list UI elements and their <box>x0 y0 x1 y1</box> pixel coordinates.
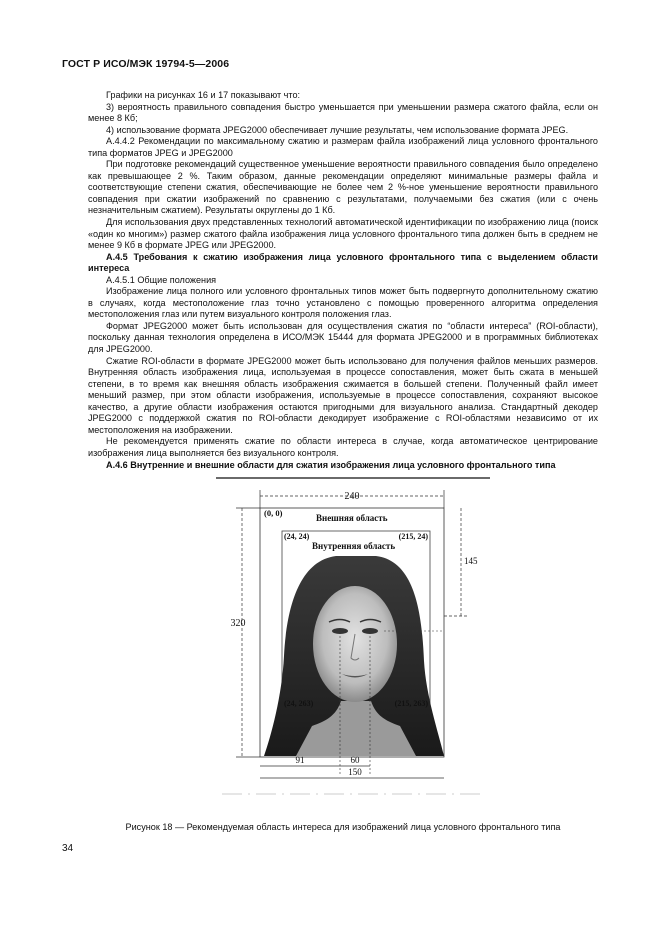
paragraph: 4) использование формата JPEG2000 обеспечивает лучшие результаты, чем использование формата JPEG. <box>106 124 569 135</box>
face-shape <box>313 586 397 702</box>
width-label: 240 <box>344 491 360 502</box>
inner-tl-label: (24, 24) <box>284 532 310 541</box>
figure-svg <box>216 476 490 796</box>
right-eye <box>362 628 378 634</box>
figure-heading: А.4.6 Внутренние и внешние области для сжатия изображения лица условного фронтального типа <box>106 459 556 470</box>
paragraph: Графики на рисунках 16 и 17 показывают что: <box>106 90 301 100</box>
paragraph: А.4.5.1 Общие положения <box>106 274 217 285</box>
document-header: ГОСТ Р ИСО/МЭК 19794-5—2006 <box>62 58 230 70</box>
bottom-mid-label: 60 <box>350 755 360 765</box>
paragraph: Изображение лица полного или условного фронтальных типов может быть подвергнуто дополнительному сжатию в случаях, когда местоположение глаз точно установлено с помощью проверенного алгоритма определения местоположения глаз или путем визуального контроля положения глаз. <box>88 286 598 320</box>
outer-region-label: Внешняя область <box>316 513 388 523</box>
left-eye <box>332 628 348 634</box>
figure-face-roi <box>216 476 490 796</box>
paragraph: При подготовке рекомендаций существенное уменьшение вероятности правильного совпадения было определено как превышающее 2 %. Таким образом, данные рекомендации определяют минимальные размеры файла и соответствующие степени сжатия, обеспечивающие не более чем 2 %-ное уменьшение вероятности правильного совпадения при сжатии изображений по сравнению с результатами, получаемыми без сжатия (или с очень незначительным сжатием). Результаты округлены до 1 Кб. <box>88 159 598 216</box>
paragraph: 3) вероятность правильного совпадения быстро уменьшается при уменьшении размера сжатого файла, если он менее 8 Кб; <box>88 101 598 124</box>
height-label: 320 <box>230 618 246 629</box>
bottom-total-label: 150 <box>348 767 362 777</box>
inner-bl-label: (24, 263) <box>284 699 314 708</box>
origin-label: (0, 0) <box>264 508 283 518</box>
paragraph: Для использования двух представленных технологий автоматической идентификации по изображению лица (поиск «один ко многим») размер сжатого файла изображения лица условного фронтального типа должен быть в среднем не менее 9 Кб в формате JPEG или JPEG2000. <box>88 217 598 251</box>
section-heading: А.4.5 Требования к сжатию изображения лица условного фронтального типа с выделением области интереса <box>88 251 598 274</box>
bottom-left-label: 91 <box>295 755 305 765</box>
right-label: 145 <box>464 556 478 566</box>
paragraph: Не рекомендуется применять сжатие по области интереса в случае, когда автоматическое центрирование изображения лица выполняется без визуального контроля. <box>88 436 598 458</box>
paragraph: А.4.4.2 Рекомендации по максимальному сжатию и размерам файла изображений лица условного фронтального типа форматов JPEG и JPEG2000 <box>88 136 598 158</box>
paragraph: Сжатие ROI-области в формате JPEG2000 может быть использовано для получения файлов меньших размеров. Внутренняя область изображения лица, используемая в процессе сопоставления, может быть сжата в меньшей степени, в то время как внешняя область изображения сжимается в большей степени. Полученный файл имеет меньший размер, при этом области изображения, используемые в процессе сопоставления, сохраняют высокое качество, а другие области изображения остаются пригодными для визуального анализа. Стандартный декодер JPEG2000 с поддержкой сжатия по ROI-области декодирует изображение с ROI-областями независимо от их местоположения на изображении. <box>88 355 598 435</box>
inner-region-label: Внутренняя область <box>312 541 396 551</box>
inner-tr-label: (215, 24) <box>398 532 428 541</box>
page-number: 34 <box>62 843 74 854</box>
inner-br-label: (215, 263) <box>394 699 428 708</box>
figure-caption: Рисунок 18 — Рекомендуемая область интереса для изображений лица условного фронтального типа <box>125 822 561 832</box>
body-text <box>88 90 598 471</box>
paragraph: Формат JPEG2000 может быть использован для осуществления сжатия по “области интереса” (ROI-области), поскольку данная технология определена в ИСО/МЭК 15444 для формата JPEG2000 и в программных библиотеках для JPEG2000. <box>88 320 598 355</box>
